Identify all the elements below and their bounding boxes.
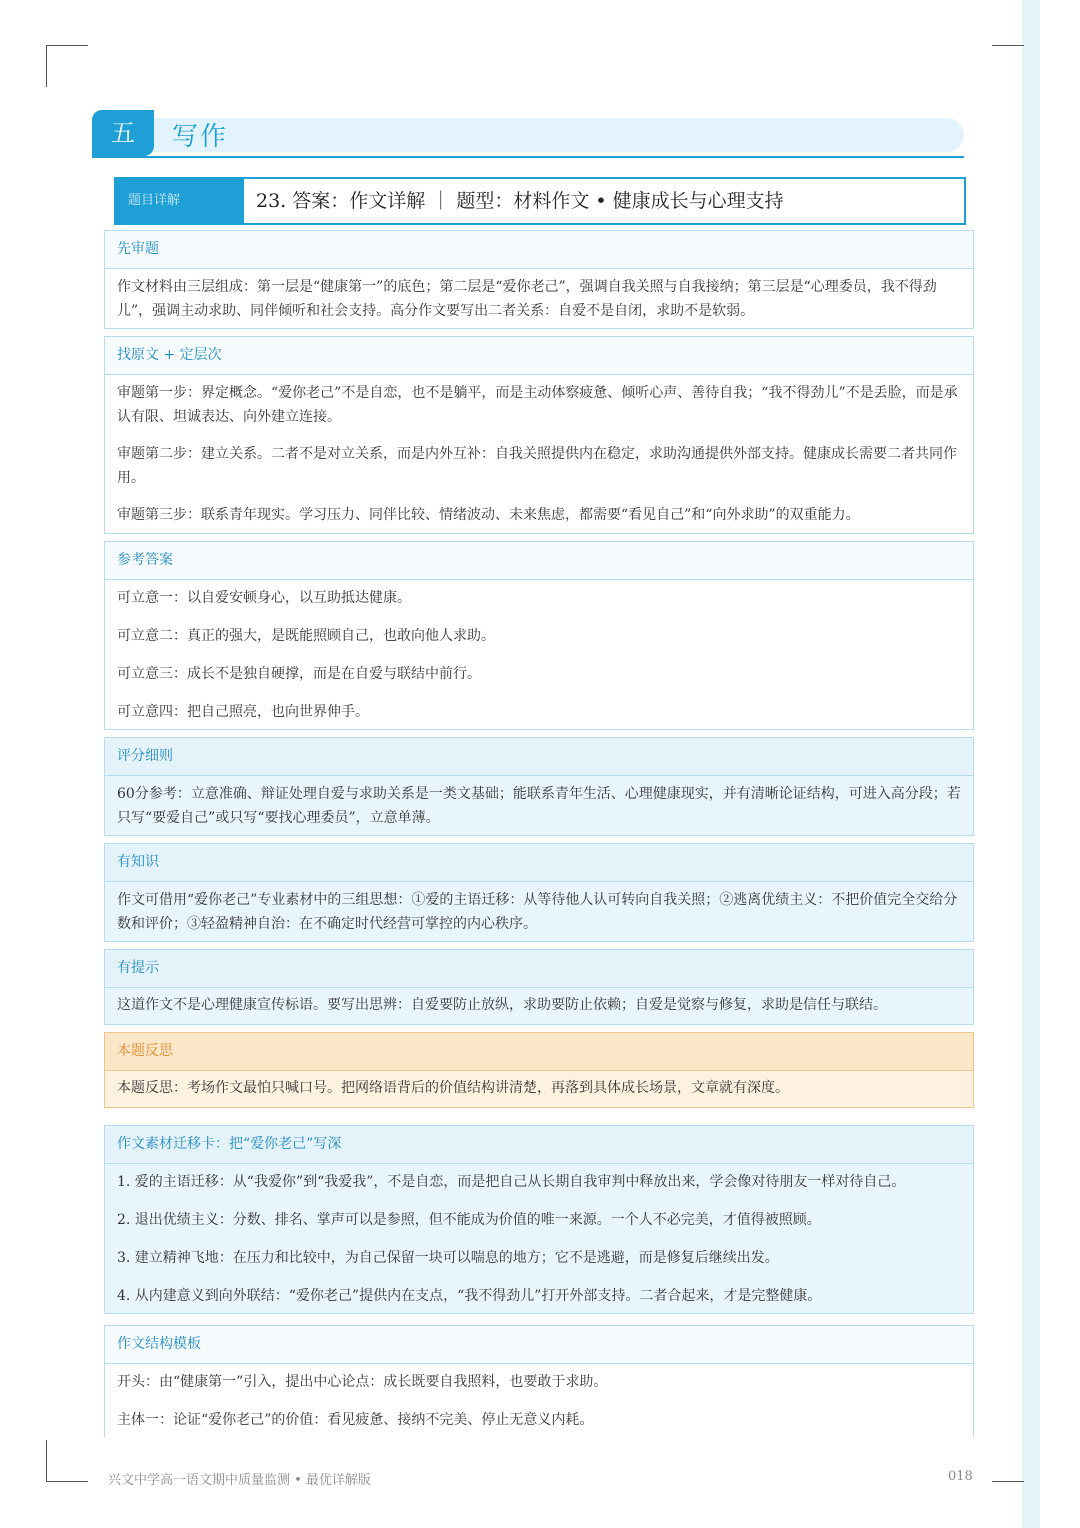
page-number: 018 (948, 1469, 973, 1484)
section-divider (92, 156, 964, 158)
panel-paragraph: 4. 从内建意义到向外联结：“爱你老己”提供内在支点，“我不得劲儿”打开外部支持。二者合起来，才是完整健康。 (117, 1288, 822, 1304)
panel-paragraph: 2. 退出优绩主义：分数、排名、掌声可以是参照，但不能成为价值的唯一来源。一个人不必完美，才值得被照顾。 (117, 1212, 821, 1228)
panel-reference-answer (104, 541, 974, 730)
panel-paragraph: 60分参考：立意准确、辩证处理自爱与求助关系是一类文基础；能联系青年生活、心理健康现实，并有清晰论证结构，可进入高分段；若只写“要爱自己”或只写“要找心理委员”，立意单薄。 (117, 786, 961, 826)
crop-mark-top-right-h (992, 45, 1024, 46)
panel-read-question (104, 230, 974, 329)
panel-find-text-levels (104, 336, 974, 534)
panel-paragraph: 可立意四：把自己照亮，也向世界伸手。 (117, 704, 369, 720)
panel-body (105, 776, 973, 834)
panel-knowledge (104, 843, 974, 942)
panel-title: 作文素材迁移卡：把“爱你老己”写深 (105, 1126, 973, 1164)
footer-title: 兴文中学高一语文期中质量监测 • 最优详解版 (108, 1473, 371, 1488)
panel-body (105, 1364, 973, 1436)
panel-paragraph: 审题第三步：联系青年现实。学习压力、同伴比较、情绪波动、未来焦虑，都需要“看见自己”和“向外求助”的双重能力。 (117, 507, 860, 523)
panel-paragraph: 可立意二：真正的强大，是既能照顾自己，也敢向他人求助。 (117, 628, 495, 644)
page-edge-strip (1022, 0, 1040, 1528)
panel-reflection (104, 1032, 974, 1108)
crop-mark-top-left-h (46, 45, 88, 46)
section-title: 写作 (172, 122, 229, 152)
crop-mark-top-left-v (46, 45, 47, 87)
section-header (92, 110, 964, 156)
panel-title: 评分细则 (105, 738, 973, 776)
panel-title: 找原文 + 定层次 (105, 337, 973, 375)
panel-body (105, 269, 973, 327)
panel-paragraph: 审题第一步：界定概念。“爱你老己”不是自恋，也不是躺平，而是主动体察疲惫、倾听心声、善待自我；“我不得劲儿”不是丢脸，而是承认有限、坦诚表达、向外建立连接。 (117, 385, 958, 425)
panel-title: 先审题 (105, 231, 973, 269)
section-header-bar (132, 118, 964, 152)
panel-material-card (104, 1125, 974, 1314)
panel-title: 参考答案 (105, 542, 973, 580)
panel-body (105, 988, 973, 1021)
panel-paragraph: 作文材料由三层组成：第一层是“健康第一”的底色；第二层是“爱你老己”，强调自我关照与自我接纳；第三层是“心理委员，我不得劲儿”，强调主动求助、同伴倾听和社会支持。高分作文要写出二者关系：自爱不是自闭，求助不是软弱。 (117, 279, 937, 319)
panel-title: 作文结构模板 (105, 1326, 973, 1364)
panel-body (105, 882, 973, 940)
crop-mark-bottom-left-h (46, 1481, 88, 1482)
panel-scoring-rules (104, 737, 974, 836)
panel-body (105, 1164, 973, 1312)
panel-body (105, 580, 973, 728)
panel-paragraph: 可立意三：成长不是独自硬撑，而是在自爱与联结中前行。 (117, 666, 481, 682)
question-title: 23. 答案：作文详解 ｜ 题型：材料作文 • 健康成长与心理支持 (256, 190, 784, 212)
panel-paragraph: 1. 爱的主语迁移：从“我爱你”到“我爱我”，不是自恋，而是把自己从长期自我审判中释放出来，学会像对待朋友一样对待自己。 (117, 1174, 906, 1190)
question-tag: 题目详解 (116, 179, 244, 223)
crop-mark-bottom-left-v (46, 1440, 47, 1482)
question-title-box (114, 177, 966, 225)
panel-paragraph: 3. 建立精神飞地：在压力和比较中，为自己保留一块可以喘息的地方；它不是逃避，而是修复后继续出发。 (117, 1250, 779, 1266)
panel-paragraph: 审题第二步：建立关系。二者不是对立关系，而是内外互补：自我关照提供内在稳定，求助沟通提供外部支持。健康成长需要二者共同作用。 (117, 446, 957, 486)
panel-body (105, 1071, 973, 1104)
panel-paragraph: 这道作文不是心理健康宣传标语。要写出思辨：自爱要防止放纵，求助要防止依赖；自爱是觉察与修复，求助是信任与联结。 (117, 997, 887, 1013)
crop-mark-bottom-right-h (992, 1481, 1024, 1482)
panel-title: 有提示 (105, 950, 973, 988)
panel-paragraph: 开头：由“健康第一”引入，提出中心论点：成长既要自我照料，也要敢于求助。 (117, 1374, 608, 1390)
panel-body (105, 375, 973, 531)
panel-title: 本题反思 (105, 1033, 973, 1071)
panel-hint (104, 949, 974, 1025)
panel-paragraph: 主体一：论证“爱你老己”的价值：看见疲惫、接纳不完美、停止无意义内耗。 (117, 1412, 594, 1428)
section-number: 五 (92, 110, 154, 156)
panel-paragraph: 作文可借用“爱你老己”专业素材中的三组思想：①爱的主语迁移：从等待他人认可转向自我关照；②逃离优绩主义：不把价值完全交给分数和评价；③轻盈精神自治：在不确定时代经营可掌控的内心秩序。 (117, 892, 958, 932)
panel-paragraph: 本题反思：考场作文最怕只喊口号。把网络语背后的价值结构讲清楚，再落到具体成长场景，文章就有深度。 (117, 1080, 789, 1096)
panel-paragraph: 可立意一：以自爱安顿身心，以互助抵达健康。 (117, 590, 411, 606)
panel-structure-template (104, 1325, 974, 1437)
panel-title: 有知识 (105, 844, 973, 882)
